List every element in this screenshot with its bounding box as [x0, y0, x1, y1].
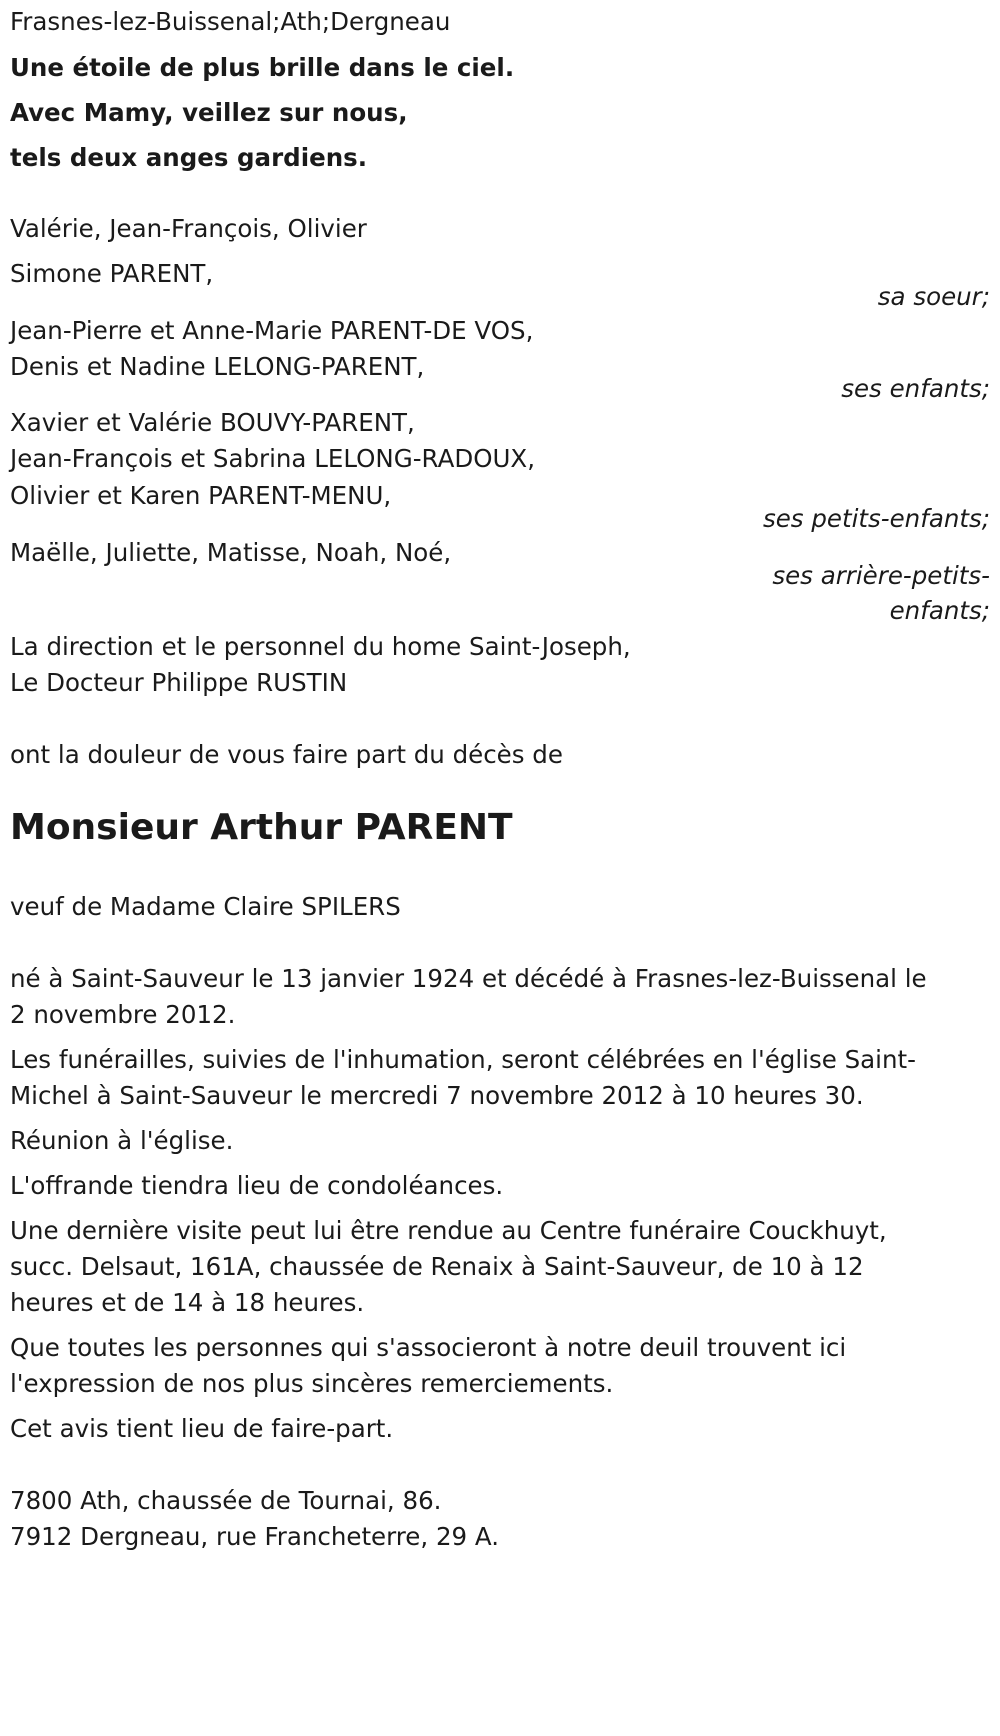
deceased-name: Monsieur Arthur PARENT	[10, 807, 513, 848]
thanks-line-1: Que toutes les personnes qui s'associeront à notre deuil trouvent ici	[10, 1333, 847, 1362]
offering-text: L'offrande tiendra lieu de condoléances.	[10, 1171, 504, 1200]
funeral-line-1: Les funérailles, suivies de l'inhumation, seront célébrées en l'église Saint-	[10, 1045, 916, 1074]
sister-role: sa soeur;	[877, 282, 990, 311]
verse-line-3: tels deux anges gardiens.	[10, 143, 368, 172]
child-name-2: Denis et Nadine LELONG-PARENT,	[10, 352, 425, 381]
notice-text: Cet avis tient lieu de faire-part.	[10, 1414, 394, 1443]
visit-line-1: Une dernière visite peut lui être rendue au Centre funéraire Couckhuyt,	[10, 1216, 887, 1245]
funeral-line-2: Michel à Saint-Sauveur le mercredi 7 novembre 2012 à 10 heures 30.	[10, 1081, 864, 1110]
great-grandchildren-role-line-1: ses arrière-petits-	[772, 561, 990, 590]
thanks-line-2: l'expression de nos plus sincères remerciements.	[10, 1369, 614, 1398]
verse-line-1: Une étoile de plus brille dans le ciel.	[10, 53, 515, 82]
grandchild-name-3: Olivier et Karen PARENT-MENU,	[10, 481, 392, 510]
birth-death-line-1: né à Saint-Sauveur le 13 janvier 1924 et décédé à Frasnes-lez-Buissenal le	[10, 964, 927, 993]
birth-death-line-2: 2 novembre 2012.	[10, 1000, 236, 1029]
family-first-line: Valérie, Jean-François, Olivier	[10, 214, 367, 243]
others-line-2: Le Docteur Philippe RUSTIN	[10, 668, 348, 697]
visit-line-3: heures et de 14 à 18 heures.	[10, 1288, 365, 1317]
grandchild-name-1: Xavier et Valérie BOUVY-PARENT,	[10, 408, 415, 437]
grandchild-name-2: Jean-François et Sabrina LELONG-RADOUX,	[10, 444, 536, 473]
header-locations: Frasnes-lez-Buissenal;Ath;Dergneau	[10, 7, 451, 36]
announcement-intro: ont la douleur de vous faire part du décès de	[10, 740, 563, 769]
verse-line-2: Avec Mamy, veillez sur nous,	[10, 98, 408, 127]
sister-name: Simone PARENT,	[10, 259, 214, 288]
child-name-1: Jean-Pierre et Anne-Marie PARENT-DE VOS,	[10, 316, 534, 345]
children-role: ses enfants;	[841, 374, 990, 403]
great-grandchildren-role-line-2: enfants;	[889, 596, 990, 625]
grandchildren-role: ses petits-enfants;	[762, 504, 990, 533]
visit-line-2: succ. Delsaut, 161A, chaussée de Renaix à Saint-Sauveur, de 10 à 12	[10, 1252, 864, 1281]
address-line-1: 7800 Ath, chaussée de Tournai, 86.	[10, 1486, 442, 1515]
great-grandchildren-names: Maëlle, Juliette, Matisse, Noah, Noé,	[10, 538, 452, 567]
others-line-1: La direction et le personnel du home Saint-Joseph,	[10, 632, 631, 661]
meeting-text: Réunion à l'église.	[10, 1126, 234, 1155]
address-line-2: 7912 Dergneau, rue Francheterre, 29 A.	[10, 1522, 500, 1551]
widower-of: veuf de Madame Claire SPILERS	[10, 892, 401, 921]
